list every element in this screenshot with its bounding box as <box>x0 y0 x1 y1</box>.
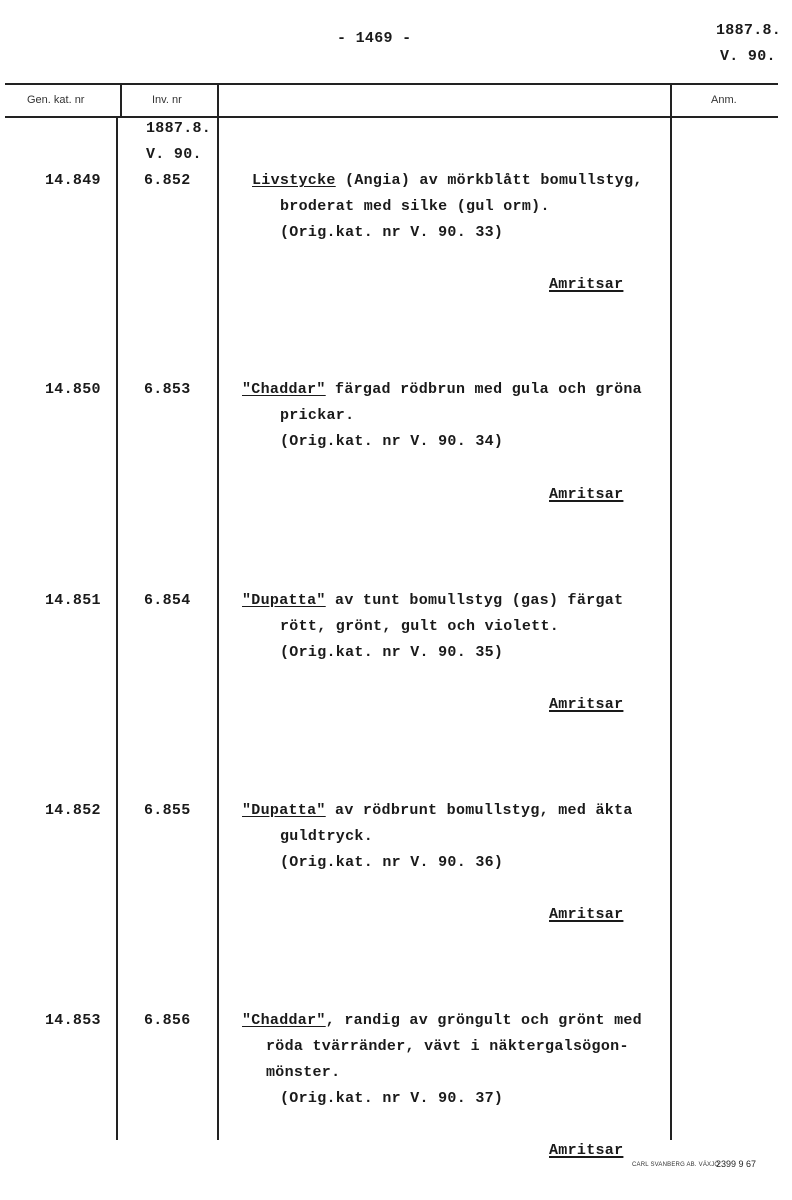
col-header-gen-kat: Gen. kat. nr <box>27 94 85 106</box>
entry-description-line1: Livstycke (Angia) av mörkblått bomullstyg, <box>252 172 643 189</box>
entry-description-line2: röda tvärränder, vävt i näktergalsögon- <box>266 1038 629 1055</box>
gen-kat-number: 14.849 <box>45 172 101 189</box>
orig-kat-ref: (Orig.kat. nr V. 90. 33) <box>280 224 504 241</box>
col-header-inv: Inv. nr <box>152 94 182 106</box>
entry-place: Amritsar <box>549 906 624 923</box>
entry-place: Amritsar <box>549 276 624 293</box>
entry-description-line1: "Dupatta" av tunt bomullstyg (gas) färgat <box>242 592 624 609</box>
gen-kat-number: 14.850 <box>45 381 101 398</box>
entry-description-line1: "Chaddar", randig av gröngult och grönt med <box>242 1012 642 1029</box>
entry-description-line2: broderat med silke (gul orm). <box>280 198 550 215</box>
entry-place: Amritsar <box>549 1142 624 1159</box>
header-accession-year: 1887.8. <box>716 22 782 39</box>
inv-collection: V. 90. <box>146 146 202 163</box>
entry-place: Amritsar <box>549 696 624 713</box>
entry-title: Livstycke <box>252 172 336 189</box>
printer-imprint: CARL SVANBERG AB. VÄXJÖ <box>632 1162 720 1168</box>
entry-description-line2b: mönster. <box>266 1064 341 1081</box>
inv-number: 6.852 <box>144 172 191 189</box>
entry-title: "Dupatta" <box>242 802 326 819</box>
entry-place: Amritsar <box>549 486 624 503</box>
entry-description-line1: "Dupatta" av rödbrunt bomullstyg, med äkta <box>242 802 633 819</box>
entry-description-line1: "Chaddar" färgad rödbrun med gula och gröna <box>242 381 642 398</box>
entry-description-line2: prickar. <box>280 407 355 424</box>
entry-title: "Dupatta" <box>242 592 326 609</box>
column-divider-2 <box>217 83 219 1140</box>
orig-kat-ref: (Orig.kat. nr V. 90. 36) <box>280 854 504 871</box>
gen-kat-number: 14.852 <box>45 802 101 819</box>
entry-title: "Chaddar" <box>242 1012 326 1029</box>
header-collection: V. 90. <box>720 48 776 65</box>
orig-kat-ref: (Orig.kat. nr V. 90. 34) <box>280 433 504 450</box>
entry-title: "Chaddar" <box>242 381 326 398</box>
table-header-rule <box>5 116 778 118</box>
gen-kat-number: 14.853 <box>45 1012 101 1029</box>
inv-number: 6.853 <box>144 381 191 398</box>
col-header-anm: Anm. <box>711 94 737 106</box>
entry-description-line2: guldtryck. <box>280 828 374 845</box>
inv-year: 1887.8. <box>146 120 212 137</box>
page-number: - 1469 - <box>337 30 412 47</box>
orig-kat-ref: (Orig.kat. nr V. 90. 37) <box>280 1090 504 1107</box>
column-divider-3 <box>670 83 672 1140</box>
inv-number: 6.856 <box>144 1012 191 1029</box>
inv-number: 6.855 <box>144 802 191 819</box>
orig-kat-ref: (Orig.kat. nr V. 90. 35) <box>280 644 504 661</box>
form-code: 2399 9 67 <box>716 1159 757 1169</box>
gen-kat-number: 14.851 <box>45 592 101 609</box>
column-divider-1 <box>116 116 118 1140</box>
entry-description-line2: rött, grönt, gult och violett. <box>280 618 560 635</box>
inv-number: 6.854 <box>144 592 191 609</box>
column-divider-1-head <box>120 83 122 116</box>
